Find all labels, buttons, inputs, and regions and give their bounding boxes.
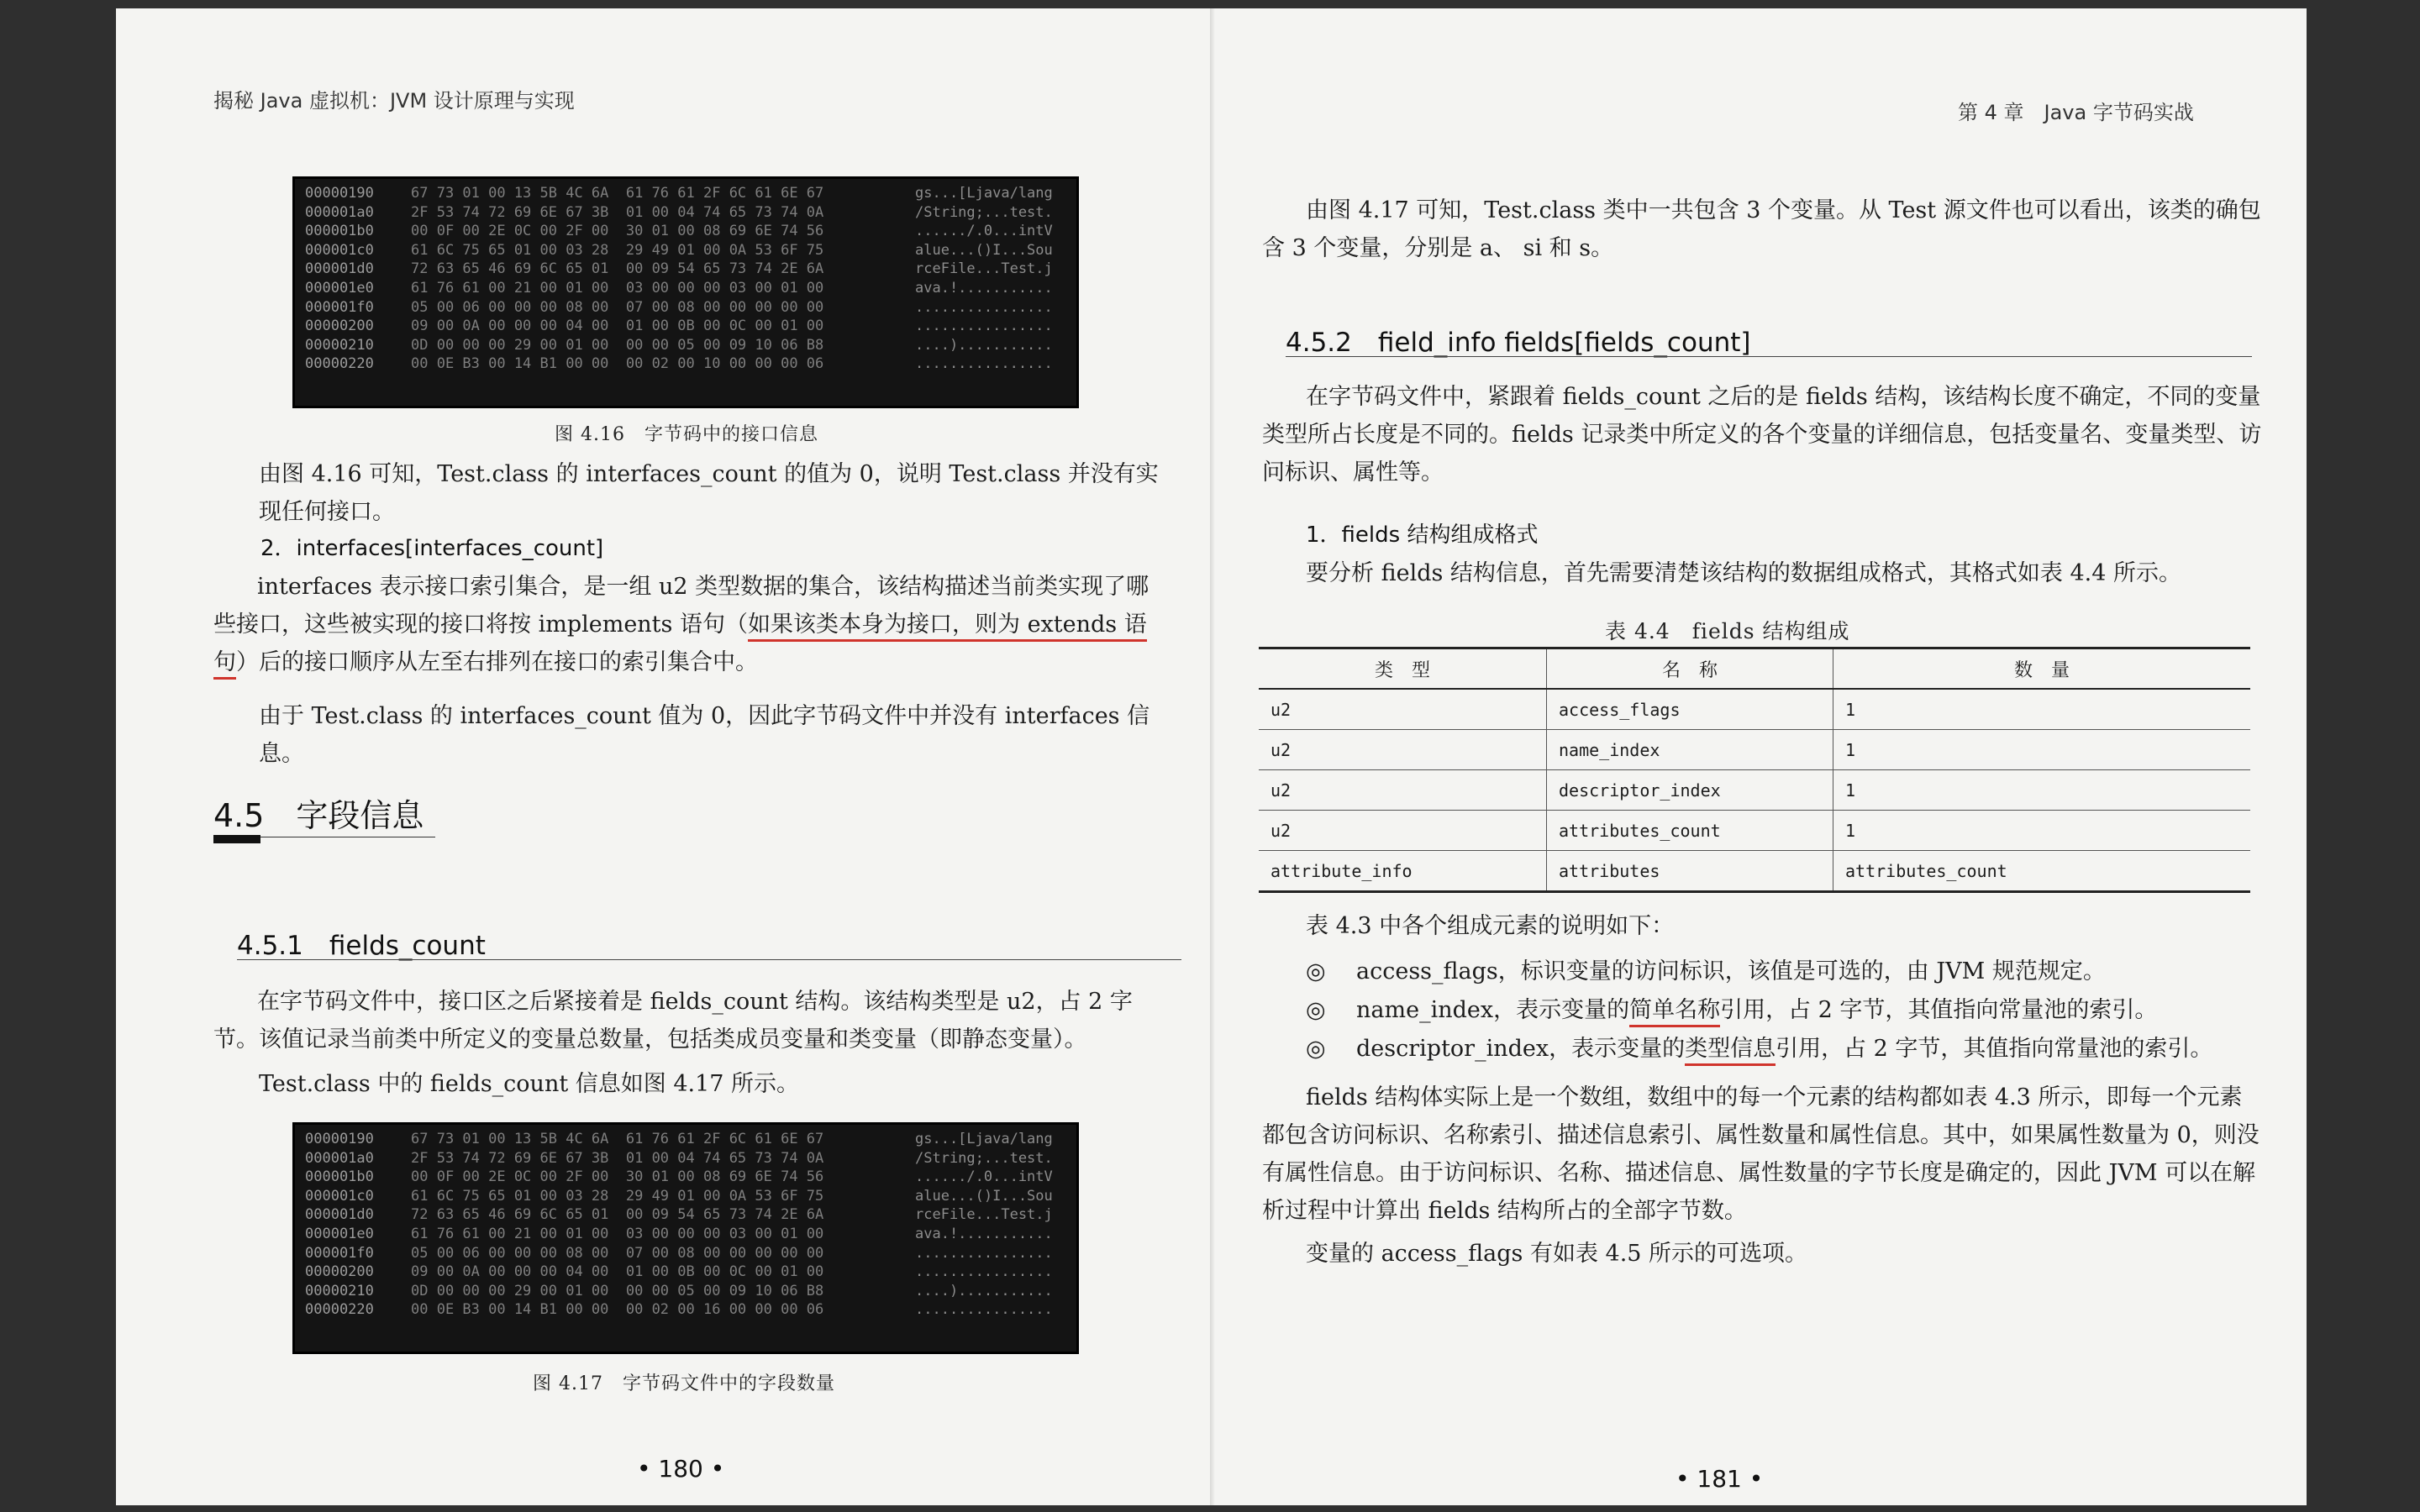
hex-bytes: 72 63 65 46 69 6C 65 01 00 09 54 65 73 74 2E 6A <box>411 1206 824 1224</box>
table-cell: u2 <box>1259 730 1547 770</box>
hex-ascii: gs...[Ljava/lang <box>915 1131 1053 1147</box>
hex-bytes: 00 0F 00 2E 0C 00 2F 00 30 01 00 08 69 6E 74 56 <box>411 1168 824 1186</box>
hex-bytes: 00 0F 00 2E 0C 00 2F 00 30 01 00 08 69 6E 74 56 <box>411 223 824 240</box>
column-header-name: 名 称 <box>1547 648 1833 690</box>
bullet-text: descriptor_index，表示变量的 <box>1356 1036 1686 1062</box>
hex-offset: 000001a0 <box>305 1149 374 1167</box>
fields-structure-table <box>1259 647 2250 893</box>
hex-bytes: 05 00 06 00 00 00 08 00 07 00 08 00 00 00 00 00 <box>411 298 824 316</box>
hex-dump-figure-4-16 <box>292 176 1079 408</box>
hex-ascii: alue...()I...Sou <box>915 241 1053 259</box>
hex-offset: 00000210 <box>305 336 374 354</box>
hex-ascii: ....)........... <box>915 1282 1053 1299</box>
hex-row <box>305 203 1066 223</box>
section-4-5-1-title: 4.5.1 fields_count <box>237 931 486 961</box>
hex-row <box>305 1244 1066 1263</box>
hex-offset: 00000220 <box>305 355 374 373</box>
paragraph-text: interfaces 表示接口索引集合，是一组 u2 类型数据的集合，该结构描述当前类实现了哪些接口，这些被实现的接口将按 implements 语句（ <box>213 574 1150 638</box>
hex-ascii: ................ <box>915 1263 1053 1281</box>
hex-row <box>305 279 1066 298</box>
table-cell: u2 <box>1259 770 1547 811</box>
hex-ascii: ................ <box>915 1244 1053 1262</box>
hex-offset: 000001b0 <box>305 223 374 240</box>
left-page-number: • 180 • <box>637 1455 725 1483</box>
bullet-mark: ◎ <box>1306 1036 1326 1062</box>
hex-row <box>305 184 1066 203</box>
hex-ascii: /String;...test. <box>915 203 1053 221</box>
bullet-text: access_flags，标识变量的访问标识，该值是可选的，由 JVM 规范规定。 <box>1356 958 2106 984</box>
red-underlined-text: 简单名称 <box>1629 997 1720 1027</box>
right-page <box>1215 8 2307 1505</box>
figure-4-17-caption: 图 4.17 字节码文件中的字段数量 <box>533 1373 835 1394</box>
hex-ascii: ................ <box>915 1301 1053 1319</box>
hex-offset: 000001f0 <box>305 1244 374 1262</box>
hex-row <box>305 1205 1066 1225</box>
hex-ascii: ................ <box>915 355 1053 373</box>
hex-offset: 00000190 <box>305 1131 374 1147</box>
hex-row <box>305 354 1066 374</box>
hex-ascii: ava.!........... <box>915 279 1053 297</box>
hex-row <box>305 222 1066 241</box>
table-cell: name_index <box>1547 730 1833 770</box>
table-row <box>1259 730 2250 770</box>
column-header-count: 数 量 <box>1833 648 2251 690</box>
table-cell: access_flags <box>1547 689 1833 730</box>
hex-bytes: 61 76 61 00 21 00 01 00 03 00 00 00 03 00 01 00 <box>411 279 824 297</box>
hex-bytes: 67 73 01 00 13 5B 4C 6A 61 76 61 2F 6C 61 6E 67 <box>411 1131 824 1147</box>
red-underlined-text: 类型信息 <box>1685 1036 1776 1066</box>
right-paragraph-1: 由图 4.17 可知，Test.class 类中一共包含 3 个变量。从 Test 源文件也可以看出，该类的确包含 3 个变量，分别是 a、 si 和 s。 <box>1262 197 2261 261</box>
hex-bytes: 0D 00 00 00 29 00 01 00 00 00 05 00 09 10 06 B8 <box>411 336 824 354</box>
red-underlined-text: 如果该类本身为接口，则为 extends 语句 <box>213 612 1147 680</box>
hex-offset: 000001c0 <box>305 1187 374 1205</box>
hex-row <box>305 336 1066 355</box>
table-cell: descriptor_index <box>1547 770 1833 811</box>
hex-bytes: 0D 00 00 00 29 00 01 00 00 00 05 00 09 10 06 B8 <box>411 1282 824 1299</box>
hex-row <box>305 1300 1066 1320</box>
hex-row <box>305 317 1066 336</box>
hex-row <box>305 298 1066 318</box>
hex-row <box>305 1187 1066 1206</box>
table-row <box>1259 689 2250 730</box>
section-4-5-2-rule <box>1286 356 2252 357</box>
hex-bytes: 61 76 61 00 21 00 01 00 03 00 00 00 03 00 01 00 <box>411 1225 824 1242</box>
hex-ascii: alue...()I...Sou <box>915 1187 1053 1205</box>
hex-offset: 00000210 <box>305 1282 374 1299</box>
hex-offset: 00000220 <box>305 1301 374 1319</box>
hex-bytes: 00 0E B3 00 14 B1 00 00 00 02 00 10 00 00 00 06 <box>411 355 824 373</box>
hex-bytes: 2F 53 74 72 69 6E 67 3B 01 00 04 74 65 73 74 0A <box>411 1149 824 1167</box>
section-rule-bar <box>213 835 260 843</box>
left-running-header: 揭秘 Java 虚拟机：JVM 设计原理与实现 <box>213 89 575 113</box>
hex-row <box>305 1168 1066 1187</box>
hex-ascii: rceFile...Test.j <box>915 1206 1053 1224</box>
hex-offset: 00000200 <box>305 1263 374 1281</box>
hex-bytes: 2F 53 74 72 69 6E 67 3B 01 00 04 74 65 73 74 0A <box>411 203 824 221</box>
hex-dump-figure-4-17 <box>292 1122 1079 1354</box>
hex-ascii: /String;...test. <box>915 1149 1053 1167</box>
hex-offset: 00000200 <box>305 318 374 335</box>
bullet-mark: ◎ <box>1306 997 1326 1023</box>
right-running-header: 第 4 章 Java 字节码实战 <box>1958 101 2194 124</box>
left-paragraph-1: 由图 4.16 可知，Test.class 的 interfaces_count 的值为 0，说明 Test.class 并没有实现任何接口。 <box>259 461 1159 525</box>
table-cell: 1 <box>1833 689 2251 730</box>
bullet-access-flags <box>1306 953 2106 990</box>
bullet-text: 引用，占 2 字节，其值指向常量池的索引。 <box>1776 1036 2213 1062</box>
hex-ascii: rceFile...Test.j <box>915 260 1053 278</box>
table-cell: 1 <box>1833 770 2251 811</box>
bullet-name-index <box>1306 991 2157 1029</box>
hex-offset: 000001e0 <box>305 279 374 297</box>
hex-ascii: ....)........... <box>915 336 1053 354</box>
paragraph-text: ）后的接口顺序从左至右排列在接口的索引集合中。 <box>236 649 758 675</box>
hex-row <box>305 260 1066 279</box>
hex-offset: 00000190 <box>305 185 374 202</box>
right-paragraph-3: 要分析 fields 结构信息，首先需要清楚该结构的数据组成格式，其格式如表 4.4 所示。 <box>1306 560 2182 586</box>
interfaces-subheading: 2．interfaces[interfaces_count] <box>260 536 604 561</box>
table-cell: u2 <box>1259 689 1547 730</box>
hex-offset: 000001f0 <box>305 298 374 316</box>
hex-bytes: 61 6C 75 65 01 00 03 28 29 49 01 00 0A 53 6F 75 <box>411 241 824 259</box>
hex-offset: 000001e0 <box>305 1225 374 1242</box>
hex-bytes: 09 00 0A 00 00 00 04 00 01 00 0B 00 0C 00 01 00 <box>411 318 824 335</box>
table-cell: 1 <box>1833 811 2251 851</box>
hex-row <box>305 1149 1066 1168</box>
right-paragraph-2: 在字节码文件中，紧跟着 fields_count 之后的是 fields 结构，该结构长度不确定，不同的变量类型所占长度是不同的。fields 记录类中所定义的各个变量的详细信息，包括变量名、变量类型、访问标识、属性等。 <box>1262 384 2262 486</box>
hex-row <box>305 241 1066 260</box>
hex-bytes: 05 00 06 00 00 00 08 00 07 00 08 00 00 00 00 00 <box>411 1244 824 1262</box>
hex-bytes: 61 6C 75 65 01 00 03 28 29 49 01 00 0A 53 6F 75 <box>411 1187 824 1205</box>
hex-row <box>305 1225 1066 1244</box>
section-4-5-1-rule <box>237 959 1181 960</box>
left-paragraph-3: 由于 Test.class 的 interfaces_count 值为 0，因此字节码文件中并没有 interfaces 信息。 <box>259 703 1150 767</box>
left-page <box>116 8 1210 1505</box>
table-row <box>1259 770 2250 811</box>
table-cell: 1 <box>1833 730 2251 770</box>
left-paragraph-4: 在字节码文件中，接口区之后紧接着是 fields_count 结构。该结构类型是 u2，占 2 字节。该值记录当前类中所定义的变量总数量，包括类成员变量和类变量（即静态变量）。 <box>213 989 1133 1053</box>
bullet-mark: ◎ <box>1306 958 1326 984</box>
section-4-5-title: 4.5 字段信息 <box>213 797 424 834</box>
hex-offset: 000001c0 <box>305 241 374 259</box>
table-row <box>1259 851 2250 892</box>
bullet-descriptor-index <box>1306 1030 2212 1068</box>
hex-bytes: 00 0E B3 00 14 B1 00 00 00 02 00 16 00 00 00 06 <box>411 1301 824 1319</box>
hex-row <box>305 1130 1066 1149</box>
bullet-text: name_index，表示变量的 <box>1356 997 1630 1023</box>
hex-bytes: 09 00 0A 00 00 00 04 00 01 00 0B 00 0C 00 01 00 <box>411 1263 824 1281</box>
hex-ascii: gs...[Ljava/lang <box>915 185 1053 202</box>
hex-ascii: ....../.0...intV <box>915 223 1053 240</box>
table-cell: attributes <box>1547 851 1833 892</box>
bullet-text: 引用，占 2 字节，其值指向常量池的索引。 <box>1720 997 2158 1023</box>
hex-row <box>305 1263 1066 1282</box>
section-4-5-2-title: 4.5.2 field_info fields[fields_count] <box>1286 328 1751 358</box>
right-paragraph-4: 表 4.3 中各个组成元素的说明如下： <box>1306 913 1675 939</box>
hex-bytes: 67 73 01 00 13 5B 4C 6A 61 76 61 2F 6C 61 6E 67 <box>411 185 824 202</box>
fields-format-subheading: 1．fields 结构组成格式 <box>1306 522 1539 548</box>
hex-offset: 000001b0 <box>305 1168 374 1186</box>
hex-offset: 000001d0 <box>305 260 374 278</box>
table-cell: u2 <box>1259 811 1547 851</box>
hex-offset: 000001d0 <box>305 1206 374 1224</box>
right-page-number: • 181 • <box>1676 1465 1764 1493</box>
hex-ascii: ava.!........... <box>915 1225 1053 1242</box>
left-paragraph-5: Test.class 中的 fields_count 信息如图 4.17 所示。 <box>259 1071 800 1097</box>
right-paragraph-5: fields 结构体实际上是一个数组，数组中的每一个元素的结构都如表 4.3 所示，即每一个元素都包含访问标识、名称索引、描述信息索引、属性数量和属性信息。其中，如果属性数量为 0，则没有属性信息。由于访问标识、名称、描述信息、属性数量的字节长度是确定的，因此 JVM 可以在解析过程中计算出 fields 结构所占的全部字节数。 <box>1262 1084 2260 1224</box>
hex-ascii: ................ <box>915 298 1053 316</box>
figure-4-16-caption: 图 4.16 字节码中的接口信息 <box>555 424 818 445</box>
left-paragraph-2 <box>213 568 1171 681</box>
table-header-row <box>1259 648 2250 690</box>
table-cell: attributes_count <box>1547 811 1833 851</box>
table-cell: attribute_info <box>1259 851 1547 892</box>
table-4-4-caption: 表 4.4 fields 结构组成 <box>1605 619 1850 643</box>
hex-ascii: ................ <box>915 318 1053 335</box>
table-cell: attributes_count <box>1833 851 2251 892</box>
hex-offset: 000001a0 <box>305 203 374 221</box>
hex-ascii: ....../.0...intV <box>915 1168 1053 1186</box>
column-header-type: 类 型 <box>1259 648 1547 690</box>
right-paragraph-6: 变量的 access_flags 有如表 4.5 所示的可选项。 <box>1306 1241 1808 1267</box>
hex-bytes: 72 63 65 46 69 6C 65 01 00 09 54 65 73 74 2E 6A <box>411 260 824 278</box>
table-row <box>1259 811 2250 851</box>
hex-row <box>305 1282 1066 1301</box>
